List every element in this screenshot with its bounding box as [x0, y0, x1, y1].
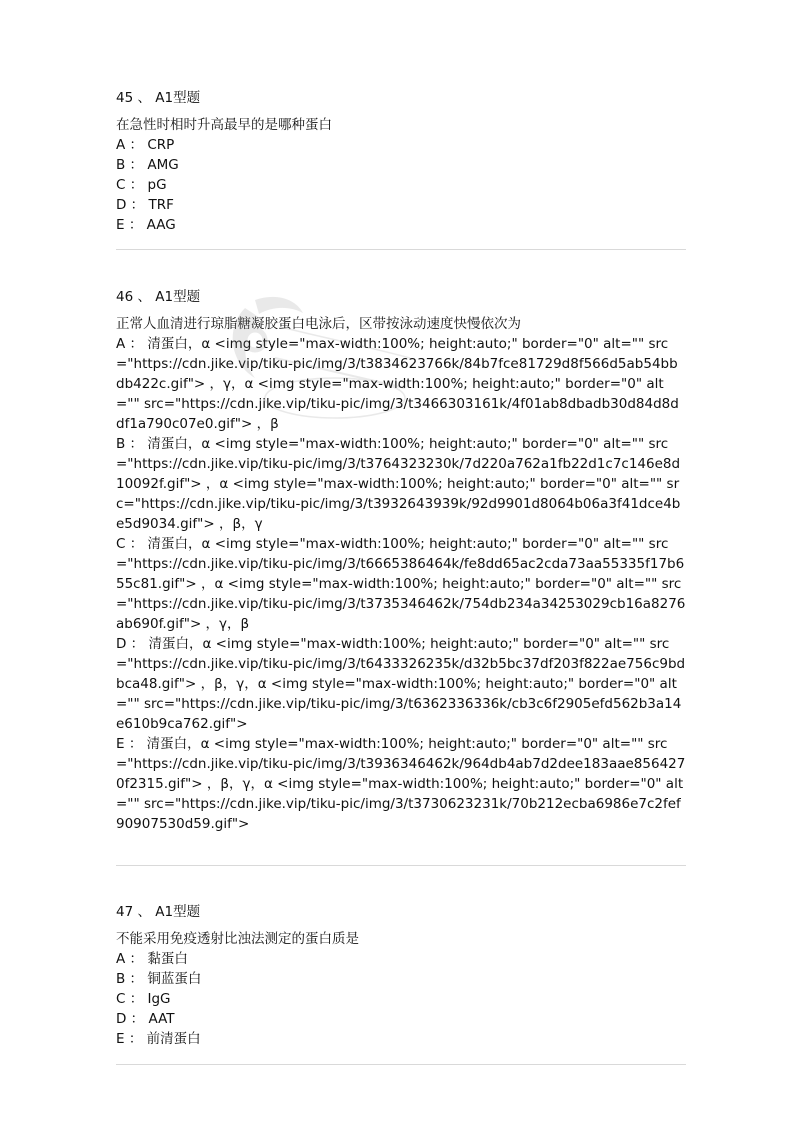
option-a: A ： CRP [116, 137, 175, 153]
question-stem: 在急性时相时升高最早的是哪种蛋白 [116, 117, 332, 133]
question-header: 46 、 A1型题 [116, 289, 201, 305]
option-d: D ： TRF [116, 197, 174, 213]
option-c: C ： 清蛋白，α <img style="max-width:100%; height:auto;" border="0" alt="" src="https://cdn.jike.vip/tiku-pic/img/3/t6665386464k/fe8dd65ac2cda73aa55335f17b655c81.gif"> ，α <img style="max-width:100%; height:auto;" border="0" alt="" src="https://cdn.jike.vip/tiku-pic/img/3/t3735346462k/754db234a34253029cb16a8276ab690f.gif"> ，γ，β [116, 536, 686, 632]
option-e: E ： AAG [116, 217, 176, 233]
question-divider [116, 249, 686, 250]
option-b: B ： 清蛋白，α <img style="max-width:100%; height:auto;" border="0" alt="" src="https://cdn.jike.vip/tiku-pic/img/3/t3764323230k/7d220a762a1fb22d1c7c146e8d10092f.gif"> ，α <img style="max-width:100%; height:auto;" border="0" alt="" src="https://cdn.jike.vip/tiku-pic/img/3/t3932643939k/92d9901d8064b06a3f41dce4be5d9034.gif"> ，β，γ [116, 436, 681, 532]
option-a: A ： 黏蛋白 [116, 951, 188, 967]
question-header: 47 、 A1型题 [116, 904, 201, 920]
question-stem: 正常人血清进行琼脂糖凝胶蛋白电泳后，区带按泳动速度快慢依次为 [116, 316, 521, 332]
option-a: A ： 清蛋白，α <img style="max-width:100%; height:auto;" border="0" alt="" src="https://cdn.jike.vip/tiku-pic/img/3/t3834623766k/84b7fce81729d8f566d5ab54bbdb422c.gif"> ，γ，α <img style="max-width:100%; height:auto;" border="0" alt="" src="https://cdn.jike.vip/tiku-pic/img/3/t3466303161k/4f01ab8dbadb30d84d8ddf1a790c07e0.gif"> ，β [116, 336, 679, 432]
question-45 [116, 88, 686, 235]
option-c: C ： pG [116, 177, 167, 193]
question-47 [116, 902, 686, 1049]
option-b: B ： AMG [116, 157, 179, 173]
question-46 [116, 287, 686, 834]
option-b: B ： 铜蓝蛋白 [116, 971, 202, 987]
option-d: D ： AAT [116, 1011, 175, 1027]
question-divider [116, 1064, 686, 1065]
question-header: 45 、 A1型题 [116, 90, 201, 106]
question-stem: 不能采用免疫透射比浊法测定的蛋白质是 [116, 931, 359, 947]
option-d: D ： 清蛋白，α <img style="max-width:100%; height:auto;" border="0" alt="" src="https://cdn.jike.vip/tiku-pic/img/3/t6433326235k/d32b5bc37df203f822ae756c9bdbca48.gif"> ，β，γ，α <img style="max-width:100%; height:auto;" border="0" alt="" src="https://cdn.jike.vip/tiku-pic/img/3/t6362336336k/cb3c6f2905efd562b3a14e610b9ca762.gif"> [116, 636, 686, 732]
option-c: C ： IgG [116, 991, 171, 1007]
option-e: E ： 前清蛋白 [116, 1031, 201, 1047]
question-divider [116, 865, 686, 866]
option-e: E ： 清蛋白，α <img style="max-width:100%; height:auto;" border="0" alt="" src="https://cdn.jike.vip/tiku-pic/img/3/t3936346462k/964db4ab7d2dee183aae8564270f2315.gif"> ，β，γ，α <img style="max-width:100%; height:auto;" border="0" alt="" src="https://cdn.jike.vip/tiku-pic/img/3/t3730623231k/70b212ecba6986e7c2fef90907530d59.gif"> [116, 736, 686, 832]
